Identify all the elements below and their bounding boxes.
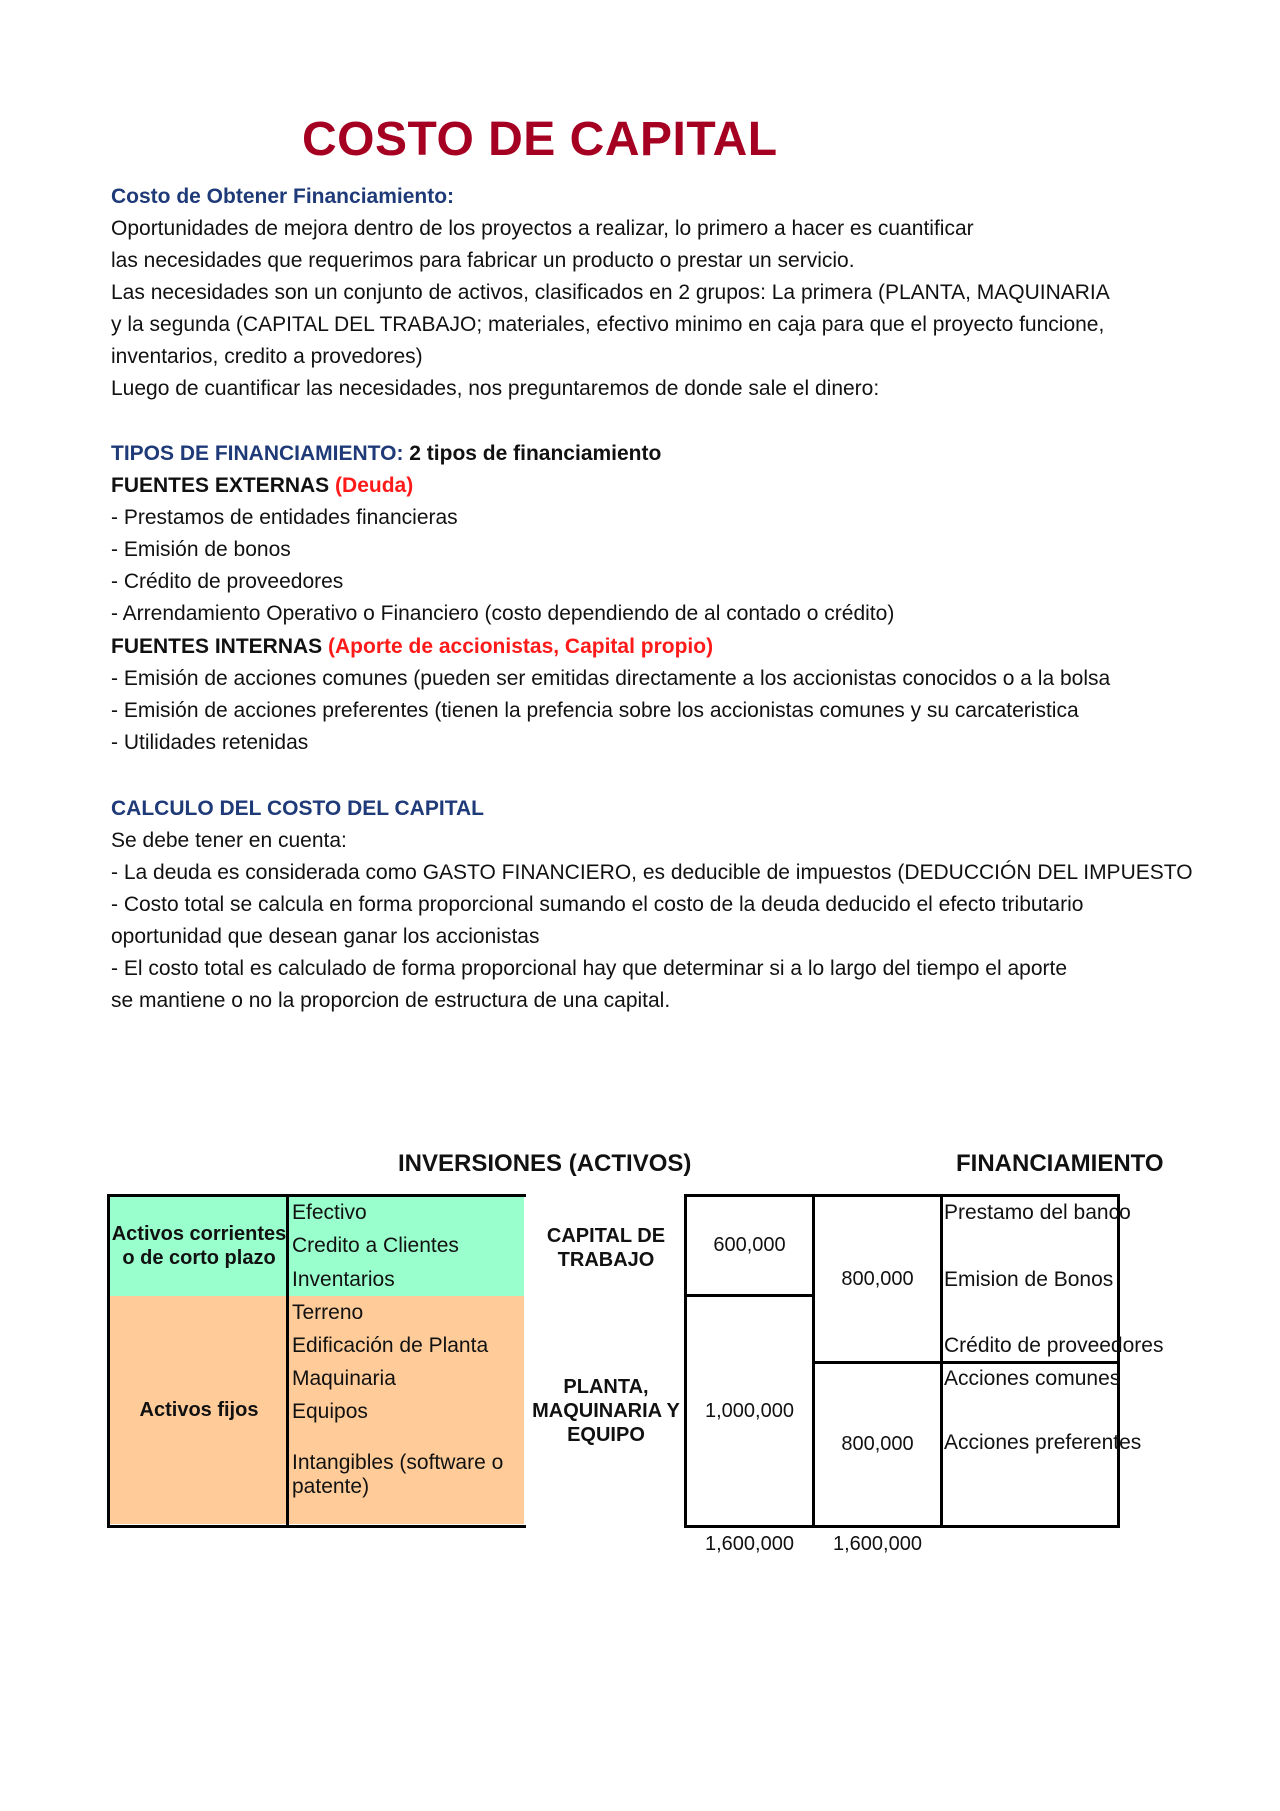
tipos-heading-suffix: 2 tipos de financiamiento: [403, 442, 662, 465]
calculo-heading: CALCULO DEL COSTO DEL CAPITAL: [111, 797, 484, 820]
fijos-item: Edificación de Planta: [292, 1334, 489, 1357]
fijos-item: Maquinaria: [292, 1367, 396, 1390]
externas-label: FUENTES EXTERNAS: [111, 474, 336, 497]
intro-line: las necesidades que requerimos para fabricar un producto o prestar un servicio.: [111, 249, 855, 272]
fijos-label: Activos fijos: [139, 1398, 259, 1421]
total-financiamiento: 1,600,000: [833, 1532, 922, 1555]
externas-item: - Emisión de bonos: [111, 538, 291, 561]
intro-line: inventarios, credito a provedores): [111, 345, 423, 368]
divider: [286, 1194, 526, 1197]
intro-line: Luego de cuantificar las necesidades, nos preguntaremos de donde sale el dinero:: [111, 377, 880, 400]
financiamiento-header: FINANCIAMIENTO: [956, 1150, 1164, 1177]
calculo-line: - El costo total es calculado de forma proporcional hay que determinar si a lo largo del tiempo el aporte: [111, 957, 1068, 980]
internas-item: - Emisión de acciones preferentes (tienen la prefencia sobre los accionistas comunes y su carcateristica: [111, 699, 1079, 722]
calculo-line: se mantiene o no la proporcion de estructura de una capital.: [111, 989, 671, 1012]
externas-item: - Arrendamiento Operativo o Financiero (costo dependiendo de al contado o crédito): [111, 602, 895, 625]
calculo-line: oportunidad que desean ganar los accionistas: [111, 925, 540, 948]
divider: [940, 1361, 1120, 1364]
corrientes-label: Activos corrientes o de corto plazo: [111, 1223, 287, 1269]
internas-item: - Emisión de acciones comunes (pueden ser emitidas directamente a los accionistas conocidos o a la bolsa: [111, 667, 1111, 690]
fijos-item: Terreno: [292, 1301, 364, 1324]
calculo-line: Se debe tener en cuenta:: [111, 829, 347, 852]
capital-trabajo-label: CAPITAL DE TRABAJO: [546, 1225, 666, 1271]
tipos-heading-row: [111, 442, 661, 466]
capital-item: Acciones preferentes: [944, 1431, 1142, 1454]
corrientes-item: Efectivo: [292, 1201, 367, 1224]
internas-item: - Utilidades retenidas: [111, 731, 309, 754]
externas-heading-row: [111, 474, 413, 498]
capital-trabajo-value: 600,000: [713, 1234, 786, 1256]
intro-line: Oportunidades de mejora dentro de los proyectos a realizar, lo primero a hacer es cuantificar: [111, 217, 974, 240]
inversiones-header: INVERSIONES (ACTIVOS): [398, 1150, 692, 1177]
deuda-value: 800,000: [841, 1267, 914, 1290]
deuda-item: Crédito de proveedores: [944, 1334, 1164, 1357]
fijos-item: Intangibles (software o patente): [292, 1451, 504, 1498]
deuda-item: Prestamo del banco: [944, 1201, 1131, 1224]
externas-note: (Deuda): [335, 474, 414, 497]
deuda-item: Emision de Bonos: [944, 1268, 1114, 1291]
corrientes-item: Inventarios: [292, 1268, 395, 1291]
corrientes-item: Credito a Clientes: [292, 1234, 459, 1257]
intro-line: y la segunda (CAPITAL DEL TRABAJO; materiales, efectivo minimo en caja para que el proyecto funcione,: [111, 313, 1105, 336]
externas-item: - Prestamos de entidades financieras: [111, 506, 458, 529]
planta-label: PLANTA, MAQUINARIA Y EQUIPO: [532, 1376, 680, 1446]
calculo-line: - Costo total se calcula en forma proporcional sumando el costo de la deuda deducido el efecto tributario: [111, 893, 1084, 916]
intro-heading: Costo de Obtener Financiamiento:: [111, 185, 455, 208]
intro-line: Las necesidades son un conjunto de activos, clasificados en 2 grupos: La primera (PLANTA, MAQUINARIA: [111, 281, 1110, 304]
planta-value: 1,000,000: [705, 1399, 794, 1422]
total-inversiones: 1,600,000: [705, 1532, 794, 1555]
page-title: COSTO DE CAPITAL: [302, 113, 778, 166]
capital-item: Acciones comunes: [944, 1367, 1121, 1390]
tipos-heading: TIPOS DE FINANCIAMIENTO:: [111, 442, 404, 465]
divider: [286, 1525, 526, 1528]
capital-value: 800,000: [841, 1433, 914, 1455]
fijos-item: Equipos: [292, 1400, 368, 1423]
internas-label: FUENTES INTERNAS: [111, 635, 329, 658]
internas-heading-row: [111, 635, 713, 659]
calculo-line: - La deuda es considerada como GASTO FINANCIERO, es deducible de impuestos (DEDUCCIÓN DEL IMPUESTO: [111, 861, 1193, 884]
internas-note: (Aporte de accionistas, Capital propio): [328, 635, 714, 658]
externas-item: - Crédito de proveedores: [111, 570, 344, 593]
